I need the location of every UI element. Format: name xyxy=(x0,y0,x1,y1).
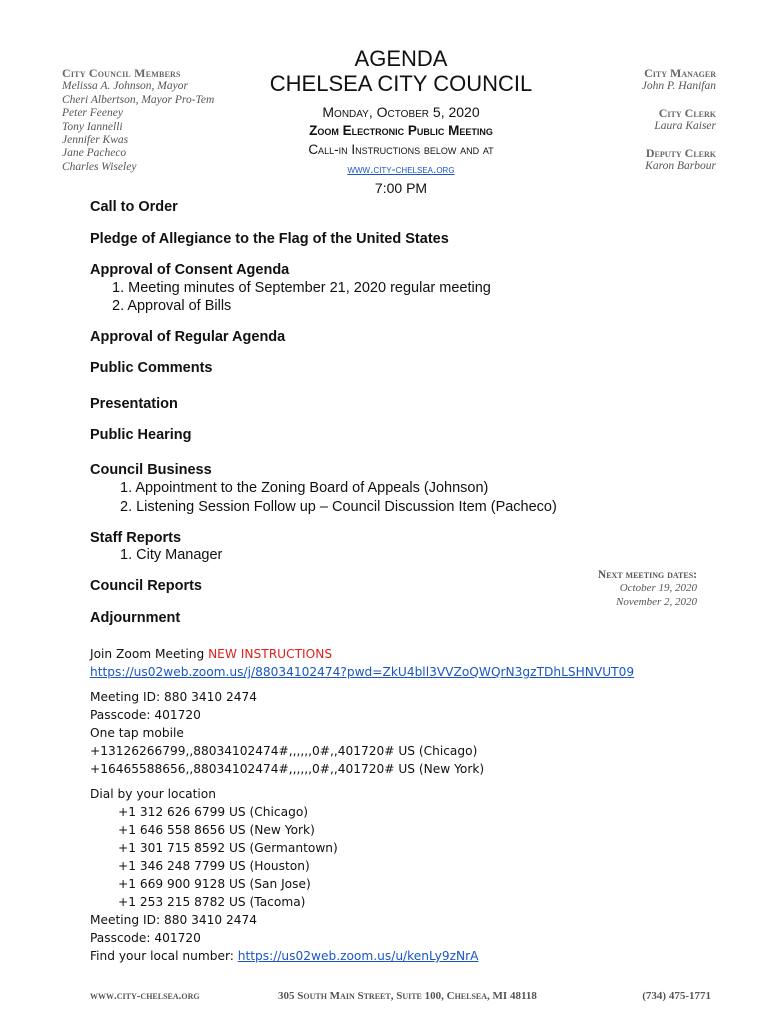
section-call-to-order: Call to Order xyxy=(90,199,178,215)
next-meeting-date: October 19, 2020 xyxy=(619,582,697,594)
zoom-passcode: Passcode: 401720 xyxy=(90,708,201,722)
zoom-one-tap-heading: One tap mobile xyxy=(90,726,184,740)
council-members-block xyxy=(62,67,262,174)
zoom-local-number-line xyxy=(90,947,479,965)
new-instructions-label: NEW INSTRUCTIONS xyxy=(208,647,333,661)
zoom-meeting-id: Meeting ID: 880 3410 2474 xyxy=(90,690,258,704)
agenda-title: AGENDA xyxy=(354,46,448,71)
zoom-dial-number: +1 301 715 8592 US (Germantown) xyxy=(118,841,338,855)
zoom-dial-number: +1 669 900 9128 US (San Jose) xyxy=(118,877,311,891)
zoom-tap-line: +16465588656,,88034102474#,,,,,,0#,,401720# US (New York) xyxy=(90,762,485,776)
next-meeting-dates xyxy=(598,569,697,609)
footer-website: www.city-chelsea.org xyxy=(90,990,200,1002)
next-meeting-date: November 2, 2020 xyxy=(616,595,697,608)
member-name: Tony Iannelli xyxy=(62,120,123,133)
meeting-date: Monday, October 5, 2020 xyxy=(322,104,480,120)
zoom-passcode: Passcode: 401720 xyxy=(90,931,201,945)
section-presentation: Presentation xyxy=(90,396,178,412)
zoom-dial-heading: Dial by your location xyxy=(90,787,216,801)
zoom-dial-number: +1 312 626 6799 US (Chicago) xyxy=(118,805,309,819)
city-officials-block xyxy=(556,67,716,187)
council-business-item: 2. Listening Session Follow up – Council Discussion Item (Pacheco) xyxy=(120,499,557,515)
website-link[interactable]: www.city-chelsea.org xyxy=(347,162,455,176)
zoom-local-link[interactable]: https://us02web.zoom.us/u/kenLy9zNrA xyxy=(237,949,479,963)
section-public-hearing: Public Hearing xyxy=(90,427,192,443)
section-council-reports: Council Reports xyxy=(90,578,202,594)
official-city-manager xyxy=(556,67,716,93)
zoom-meeting-id: Meeting ID: 880 3410 2474 xyxy=(90,913,258,927)
agenda-header xyxy=(255,46,547,198)
council-title: CHELSEA CITY COUNCIL xyxy=(269,71,533,96)
consent-item: 1. Meeting minutes of September 21, 2020 regular meeting xyxy=(112,280,491,296)
zoom-tap-line: +13126266799,,88034102474#,,,,,,0#,,401720# US (Chicago) xyxy=(90,744,478,758)
section-council-business: Council Business xyxy=(90,462,212,478)
zoom-dial-number: +1 253 215 8782 US (Tacoma) xyxy=(118,895,306,909)
official-name: Karon Barbour xyxy=(645,160,716,172)
meeting-time-value: 7:00 xyxy=(374,180,403,196)
section-adjournment: Adjournment xyxy=(90,610,181,626)
official-title: Deputy Clerk xyxy=(645,146,716,160)
member-name: Melissa A. Johnson, Mayor xyxy=(62,80,188,93)
zoom-join-text: Join Zoom Meeting xyxy=(90,647,209,661)
section-staff-reports: Staff Reports xyxy=(90,530,182,546)
official-deputy-clerk xyxy=(556,147,716,173)
member-name: Jennifer Kwas xyxy=(62,134,129,147)
member-name: Cheri Albertson, Mayor Pro-Tem xyxy=(62,93,215,106)
meeting-time xyxy=(255,178,547,198)
footer-address: 305 South Main Street, Suite 100, Chelsea, MI 48118 xyxy=(278,990,537,1002)
section-consent-agenda: Approval of Consent Agenda xyxy=(90,262,290,278)
official-name: John P. Hanifan xyxy=(641,80,716,92)
official-title: City Manager xyxy=(644,66,716,80)
official-title: City Clerk xyxy=(658,106,716,120)
section-regular-agenda: Approval of Regular Agenda xyxy=(90,329,286,345)
official-name: Laura Kaiser xyxy=(654,120,716,132)
callin-instructions-text: Call-in Instructions below and at xyxy=(308,142,494,157)
zoom-join-link[interactable]: https://us02web.zoom.us/j/88034102474?pwd=ZkU4bll3VVZoQWQrN3gzTDhLSHNVUT09 xyxy=(90,665,635,679)
official-city-clerk xyxy=(556,107,716,133)
section-pledge: Pledge of Allegiance to the Flag of the United States xyxy=(90,231,449,247)
council-members-heading: City Council Members xyxy=(62,66,181,80)
section-public-comments: Public Comments xyxy=(90,360,213,376)
council-business-item: 1. Appointment to the Zoning Board of Appeals (Johnson) xyxy=(120,480,489,496)
meeting-type: Zoom Electronic Public Meeting xyxy=(309,123,493,138)
staff-report-item: 1. City Manager xyxy=(120,547,223,563)
meeting-time-suffix: PM xyxy=(406,180,428,196)
next-meeting-heading: Next meeting dates: xyxy=(597,569,697,581)
zoom-join-line xyxy=(90,645,332,663)
footer-phone: (734) 475-1771 xyxy=(642,990,711,1002)
member-name: Charles Wiseley xyxy=(62,160,137,173)
member-name: Peter Feeney xyxy=(62,107,123,120)
member-name: Jane Pacheco xyxy=(62,147,127,160)
zoom-dial-number: +1 646 558 8656 US (New York) xyxy=(118,823,315,837)
zoom-local-label: Find your local number: xyxy=(90,949,238,963)
consent-item: 2. Approval of Bills xyxy=(112,298,232,314)
zoom-dial-number: +1 346 248 7799 US (Houston) xyxy=(118,859,310,873)
